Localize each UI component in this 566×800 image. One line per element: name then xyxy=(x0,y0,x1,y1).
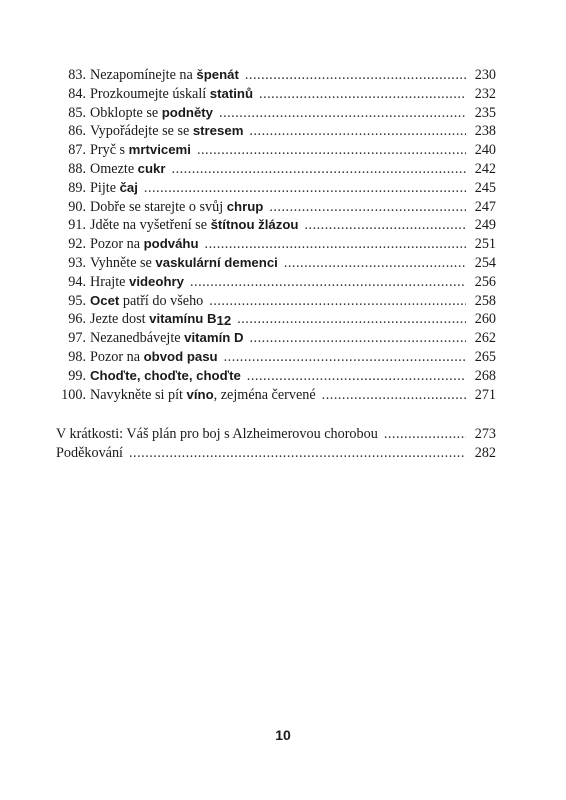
dot-leader xyxy=(237,310,466,329)
entry-title: Hrajte videohry xyxy=(90,273,184,290)
dot-leader xyxy=(144,179,466,198)
page-number: 10 xyxy=(275,727,291,743)
toc-entry xyxy=(56,85,496,104)
entry-title: Ocet patří do všeho xyxy=(90,292,204,309)
toc-entry xyxy=(56,273,496,292)
entry-number: 92. xyxy=(68,236,86,253)
toc-entry xyxy=(56,160,496,179)
entry-number: 96. xyxy=(68,311,86,328)
toc-entry xyxy=(56,235,496,254)
toc-entry xyxy=(56,66,496,85)
entry-title: V krátkosti: Váš plán pro boj s Alzheimerovou chorobou xyxy=(56,426,378,443)
entry-number: 88. xyxy=(68,160,86,177)
section-spacer xyxy=(56,404,496,425)
entry-page: 254 xyxy=(474,254,496,271)
dot-leader xyxy=(245,66,466,85)
entry-page: 273 xyxy=(474,426,496,443)
entry-page: 230 xyxy=(474,67,496,83)
entry-number: 86. xyxy=(68,123,86,140)
toc-entry xyxy=(56,348,496,367)
entry-title: Vypořádejte se se stresem xyxy=(90,123,244,140)
entry-page: 235 xyxy=(474,104,496,121)
dot-leader xyxy=(224,348,466,367)
entry-page: 238 xyxy=(474,123,496,140)
entry-title: Nezapomínejte na špenát xyxy=(90,67,239,83)
entry-page: 256 xyxy=(474,273,496,290)
entry-page: 262 xyxy=(474,330,496,347)
toc-entry xyxy=(56,367,496,386)
dot-leader xyxy=(197,141,466,160)
entry-page: 268 xyxy=(474,367,496,384)
dot-leader xyxy=(384,425,466,444)
toc-entry xyxy=(56,216,496,235)
dot-leader xyxy=(269,198,466,217)
entry-page: 271 xyxy=(474,386,496,403)
dot-leader xyxy=(205,235,466,254)
dot-leader xyxy=(322,386,466,405)
toc-entry xyxy=(56,141,496,160)
toc-entry xyxy=(56,292,496,311)
dot-leader xyxy=(284,254,466,273)
entry-title: Pryč s mrtvicemi xyxy=(90,142,191,159)
entry-page: 260 xyxy=(474,311,496,328)
subscript: 12 xyxy=(216,313,232,329)
entry-title: Navykněte si pít víno, zejména červené xyxy=(90,386,316,403)
toc-entry xyxy=(56,122,496,141)
entry-page: 249 xyxy=(474,217,496,234)
dot-leader xyxy=(129,444,466,463)
toc-entry xyxy=(56,179,496,198)
entry-title: Pijte čaj xyxy=(90,179,138,196)
entry-title: Prozkoumejte úskalí statinů xyxy=(90,85,254,102)
toc-entry xyxy=(56,104,496,123)
toc-entry-summary xyxy=(56,425,496,444)
entry-title: Obklopte se podněty xyxy=(90,104,214,121)
dot-leader xyxy=(259,85,466,104)
entry-page: 251 xyxy=(474,236,496,253)
toc-entry xyxy=(56,386,496,405)
entry-number: 100. xyxy=(61,386,86,403)
entry-number: 85. xyxy=(68,104,86,121)
entry-number: 90. xyxy=(68,198,86,215)
entry-title: Pozor na obvod pasu xyxy=(90,348,218,365)
entry-title: Jezte dost vitamínu $B_{12}$ xyxy=(90,311,232,329)
entry-title: Omezte cukr xyxy=(90,160,166,177)
toc-entry-acknowledgements xyxy=(56,444,496,463)
dot-leader xyxy=(249,122,466,141)
entry-number: 98. xyxy=(68,348,86,365)
entry-page: 242 xyxy=(474,160,496,177)
entry-number: 89. xyxy=(68,179,86,196)
entry-page: 232 xyxy=(474,85,496,102)
entry-title: Pozor na podváhu xyxy=(90,236,199,253)
entry-number: 83. xyxy=(68,67,86,83)
entry-title: Vyhněte se vaskulární demenci xyxy=(90,254,278,271)
entry-number: 95. xyxy=(68,292,86,309)
entry-title: Poděkování xyxy=(56,445,123,462)
toc-entry xyxy=(56,254,496,273)
entry-page: 258 xyxy=(474,292,496,309)
entry-page: 247 xyxy=(474,198,496,215)
entry-number: 84. xyxy=(68,85,86,102)
dot-leader xyxy=(250,329,467,348)
dot-leader xyxy=(304,216,466,235)
entry-number: 99. xyxy=(68,367,86,384)
toc-entry xyxy=(56,198,496,217)
toc-entry xyxy=(56,310,496,329)
table-of-contents xyxy=(56,66,496,463)
entry-page: 245 xyxy=(474,179,496,196)
dot-leader xyxy=(190,273,466,292)
entry-title: Choďte, choďte, choďte xyxy=(90,367,241,383)
entry-page: 282 xyxy=(474,445,496,462)
entry-number: 94. xyxy=(68,273,86,290)
entry-number: 97. xyxy=(68,330,86,347)
toc-entry xyxy=(56,329,496,348)
entry-title: Dobře se starejte o svůj chrup xyxy=(90,198,264,215)
entry-number: 91. xyxy=(68,217,86,234)
dot-leader xyxy=(172,160,466,179)
entry-number: 87. xyxy=(68,142,86,159)
entry-title: Jděte na vyšetření se štítnou žlázou xyxy=(90,217,299,234)
entry-title: Nezanedbávejte vitamín D xyxy=(90,330,244,347)
dot-leader xyxy=(209,292,466,311)
dot-leader xyxy=(219,104,466,123)
entry-page: 240 xyxy=(474,142,496,159)
dot-leader xyxy=(247,367,466,386)
entry-number: 93. xyxy=(68,254,86,271)
entry-page: 265 xyxy=(474,348,496,365)
